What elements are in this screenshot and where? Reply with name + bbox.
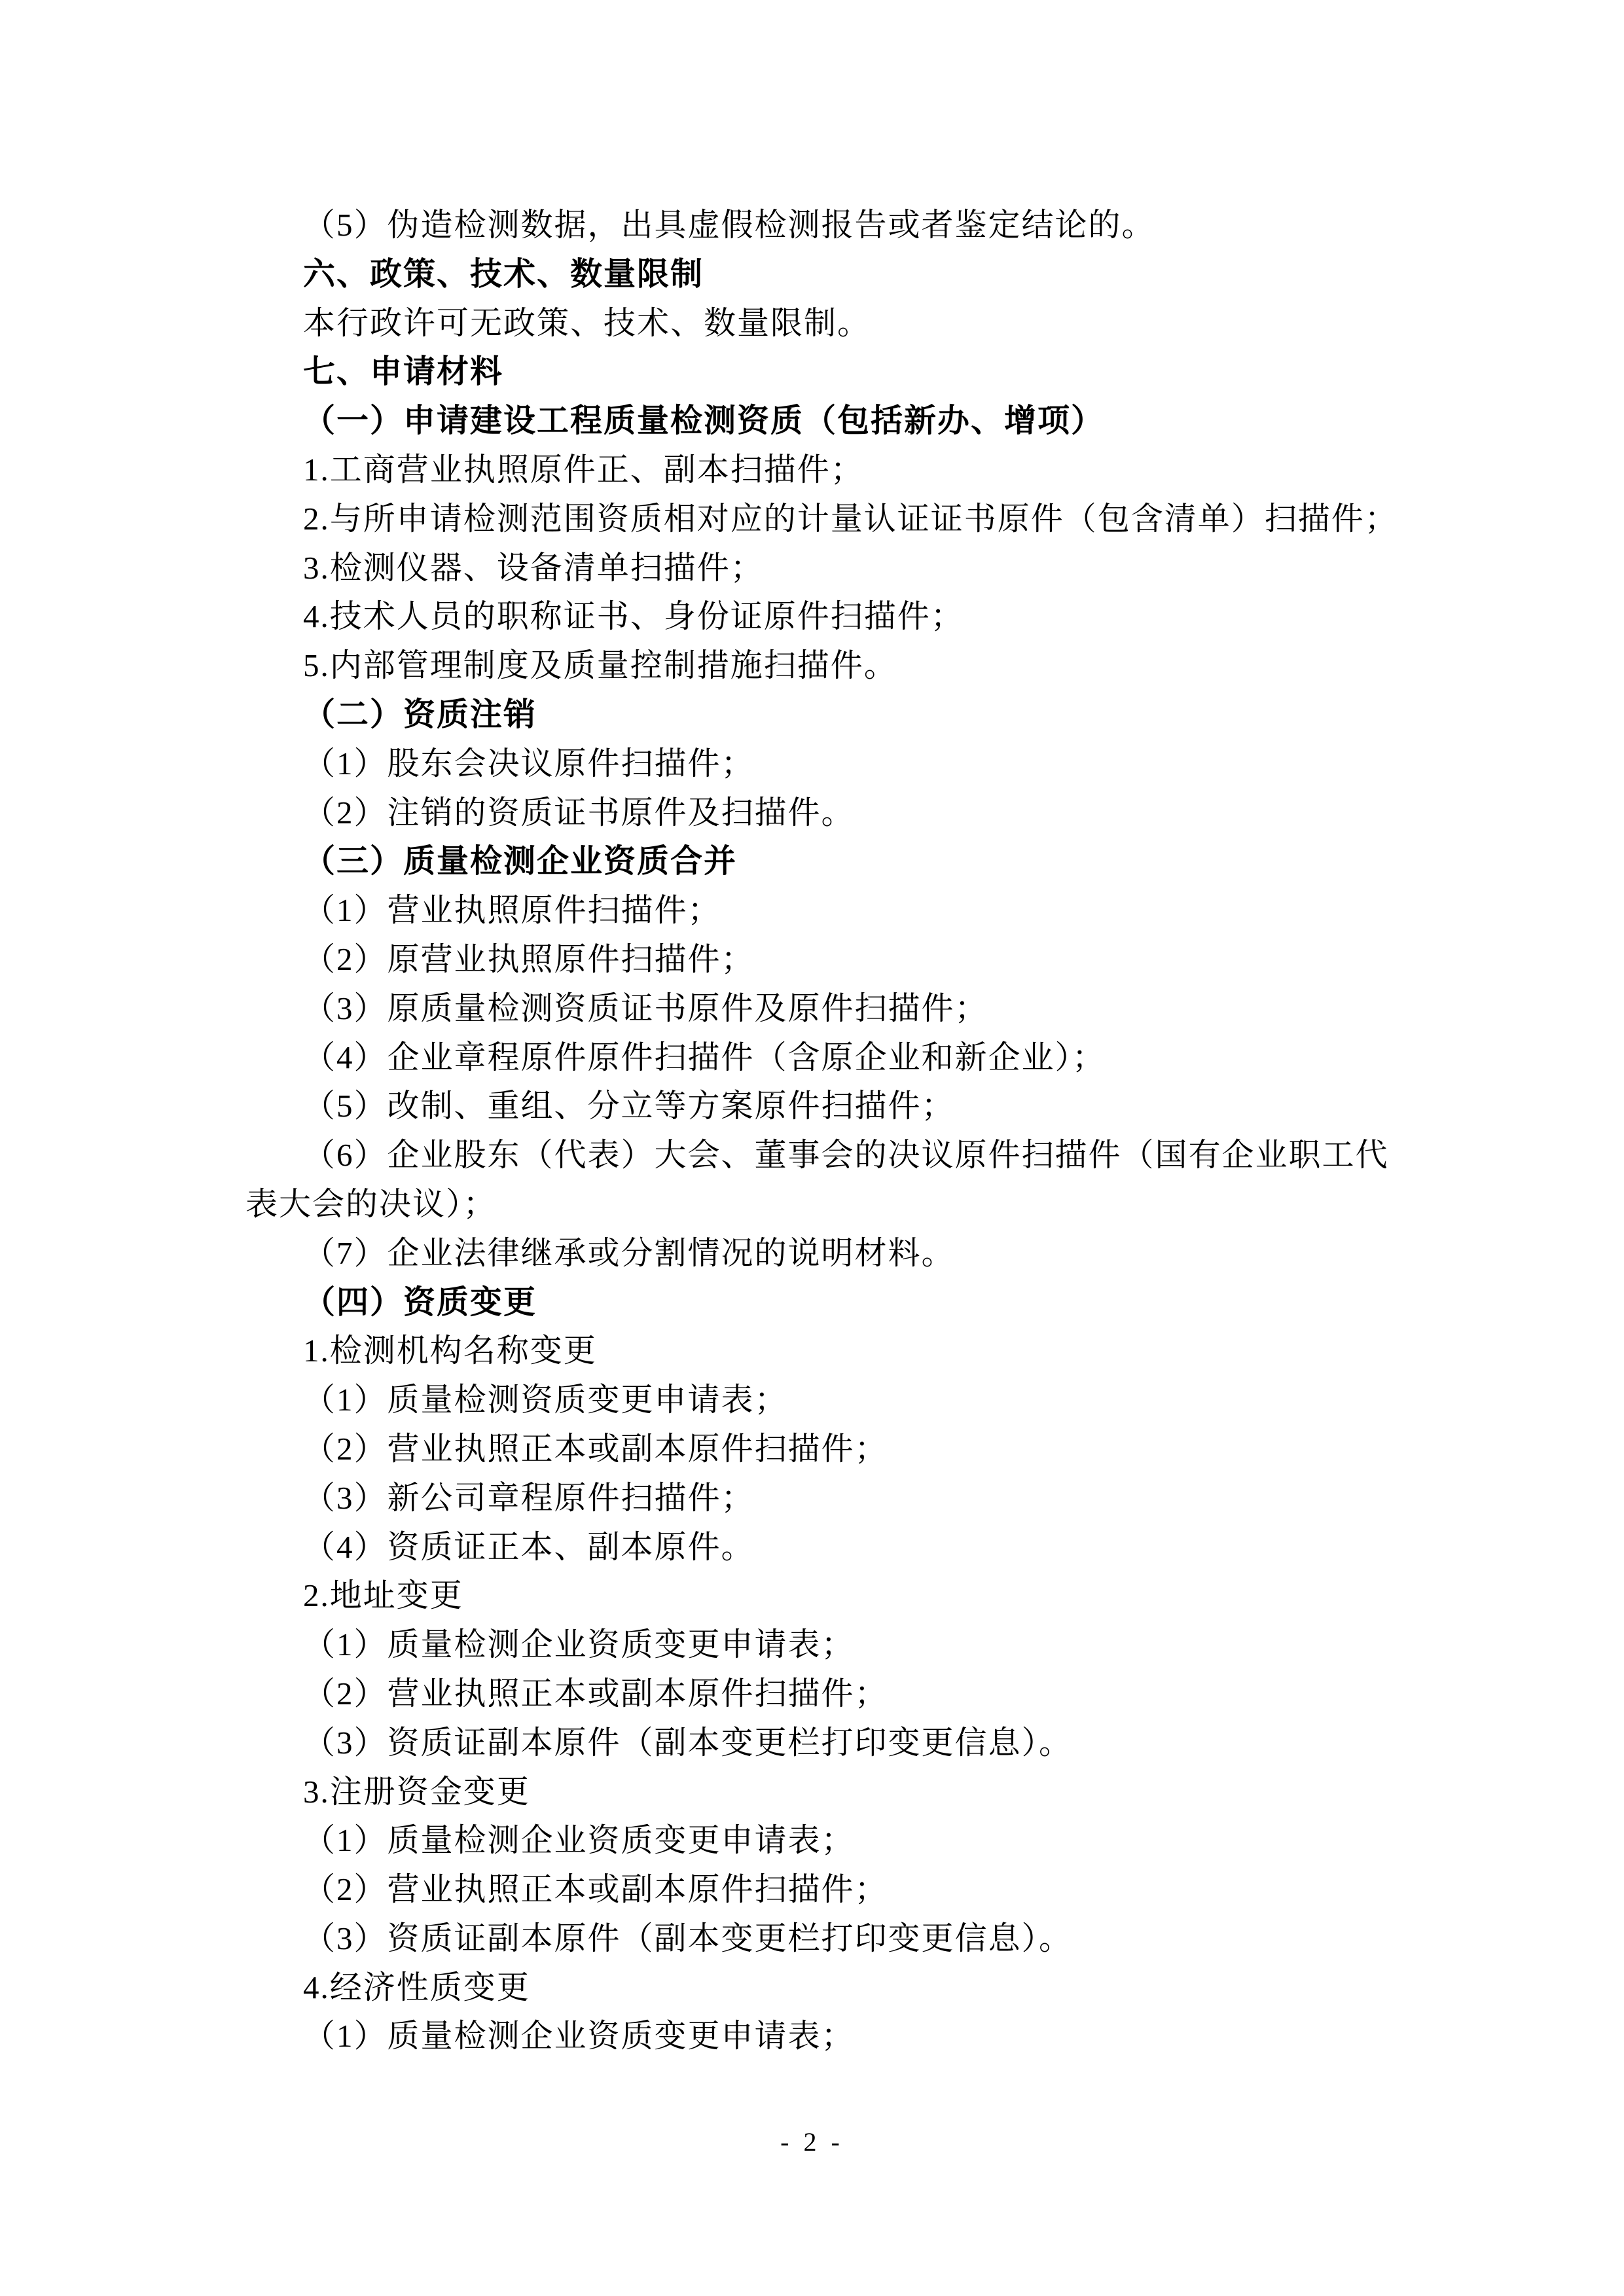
text-line: （6）企业股东（代表）大会、董事会的决议原件扫描件（国有企业职工代 [303,1137,1389,1174]
text-line: （4）企业章程原件原件扫描件（含原企业和新企业）； [303,1039,1106,1075]
text-line: 3.检测仪器、设备清单扫描件； [303,549,764,586]
text-line: （3）资质证副本原件（副本变更栏打印变更信息）。 [303,1724,1073,1761]
document-lines [245,201,1417,2061]
text-line: （2）注销的资质证书原件及扫描件。 [303,794,855,831]
text-line: （1）质量检测企业资质变更申请表； [303,1626,855,1663]
heading-line: 六、政策、技术、数量限制 [303,256,704,292]
text-line: 1.检测机构名称变更 [303,1333,597,1369]
text-line: （7）企业法律继承或分割情况的说明材料。 [303,1234,955,1271]
heading-line: （一）申请建设工程质量检测资质（包括新办、增项） [303,403,1105,439]
text-line: （3）原质量检测资质证书原件及原件扫描件； [303,990,988,1026]
text-line: 2.与所申请检测范围资质相对应的计量认证证书原件（包含清单）扫描件； [303,500,1398,537]
text-line: （1）质量检测企业资质变更申请表； [303,2018,855,2054]
text-line: 表大会的决议）； [245,1185,497,1222]
text-line: （2）原营业执照原件扫描件； [303,941,755,977]
text-line: 4.经济性质变更 [303,1969,530,2005]
text-line: （1）营业执照原件扫描件； [303,892,721,929]
heading-line: （三）质量检测企业资质合并 [303,844,738,880]
text-line: （1）质量检测资质变更申请表； [303,1382,788,1418]
text-line: 2.地址变更 [303,1577,463,1614]
text-line: （4）资质证正本、副本原件。 [303,1528,755,1565]
heading-line: （二）资质注销 [303,696,537,732]
text-line: 本行政许可无政策、技术、数量限制。 [303,304,871,341]
heading-line: 七、申请材料 [303,354,504,390]
page-number: - 2 - [780,2127,844,2157]
text-line: （2）营业执照正本或副本原件扫描件； [303,1675,888,1712]
text-line: （2）营业执照正本或副本原件扫描件； [303,1430,888,1467]
text-line: （1）股东会决议原件扫描件； [303,745,755,781]
text-line: 4.技术人员的职称证书、身份证原件扫描件； [303,598,964,635]
text-line: （2）营业执照正本或副本原件扫描件； [303,1871,888,1908]
text-line: 5.内部管理制度及质量控制措施扫描件。 [303,647,897,684]
heading-line: （四）资质变更 [303,1284,537,1320]
text-line: 3.注册资金变更 [303,1773,530,1810]
text-line: （3）资质证副本原件（副本变更栏打印变更信息）。 [303,1920,1073,1956]
text-line: （3）新公司章程原件扫描件； [303,1479,755,1516]
text-line: （5）伪造检测数据，出具虚假检测报告或者鉴定结论的。 [303,207,1155,243]
text-line: 1.工商营业执照原件正、副本扫描件； [303,451,864,488]
text-line: （5）改制、重组、分立等方案原件扫描件； [303,1088,955,1124]
text-line: （1）质量检测企业资质变更申请表； [303,1822,855,1859]
